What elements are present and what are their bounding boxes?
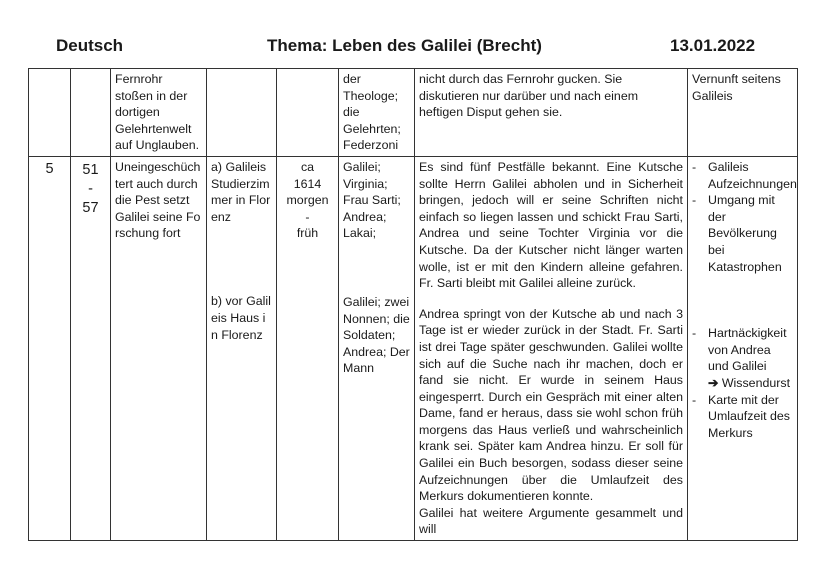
content-c: Galilei hat weitere Argumente gesammelt und will (419, 505, 683, 537)
pages-end: 57 (82, 199, 99, 216)
scene-number-cell (29, 69, 71, 157)
scene-title: Uneingeschüchtert auch durch die Pest setzt Galilei seine Forschung fort (115, 159, 201, 241)
time-year: 1614 (293, 176, 322, 191)
scene-table (28, 68, 798, 541)
time-dash: - (305, 209, 310, 224)
time-cell (277, 69, 339, 157)
time-cell (277, 156, 339, 540)
theme-title: Thema: Leben des Galilei (Brecht) (267, 36, 542, 55)
table-row (29, 69, 798, 157)
content-b: Andrea springt von der Kutsche ab und nach 3 Tage ist er wieder zurück in der Stadt. Fr. Sarti ist drei Tage später geschwunden. Galilei wollte sich auf die Suche nach ihr machen, doch er fand sie nicht. Er wurde in seinem Haus eingesperrt. Durch ein Gespräch mit einer alten Dame, fand er heraus, dass sie wohl schon früh morgens das Haus verließ und wahrscheinlich krank sei. Später kam Andrea hinzu. Er soll für Galilei ein Buch besorgen, sodass dieser seine Aufzeichnungen über die Umlaufzeit des Merkurs dokumentieren konnte. (419, 306, 683, 504)
place-a: a) Galileis Studierzimmer in Florenz (211, 159, 271, 224)
subject-title: Deutsch (56, 36, 124, 55)
content-cell (415, 69, 688, 157)
title-cell (111, 156, 207, 540)
result-cell (688, 156, 798, 540)
scene-number-cell (29, 156, 71, 540)
pages-start: 51 (82, 161, 99, 178)
persons-cell (339, 69, 415, 157)
result-cell (688, 69, 798, 157)
pages-cell (71, 156, 111, 540)
persons-a: Galilei; Virginia; Frau Sarti; Andrea; Lakai; (343, 159, 401, 241)
scene-title: Fernrohr stoßen in der dortigen Gelehrtenwelt auf Unglauben. (115, 72, 200, 153)
content-a: Es sind fünf Pestfälle bekannt. Eine Kutsche sollte Herrn Galilei abholen und in Sicherheit bringen, jedoch will er seine Schriften nicht einfach so liegen lassen und schickt Frau Sarti, Andrea und seine Tochter Virginia vor die Kutsche. Da der Kutscher nicht länger warten wolle, ist er mit den Kindern alleine gefahren. Fr. Sarti bleibt mit Galilei alleine zurück. (419, 159, 683, 291)
pages-cell (71, 69, 111, 157)
persons-b: Galilei; zwei Nonnen; die Soldaten; Andrea; Der Mann (343, 294, 410, 376)
time-morning: morgen (286, 193, 329, 208)
result-item: - Umgang mit der Bevölkerung bei Katastrophen (692, 193, 782, 274)
persons-text: der Theologe; die Gelehrten; Federzoni (343, 72, 401, 153)
place-b: b) vor Galileis Haus in Florenz (211, 294, 271, 342)
persons-cell (339, 156, 415, 540)
result-item: - Karte mit der Umlaufzeit des Merkurs (692, 392, 790, 440)
result-item: - Galileis Aufzeichnungen (692, 159, 797, 191)
table-row (29, 156, 798, 540)
arrow-right-icon: ➔ (708, 375, 719, 390)
title-cell (111, 69, 207, 157)
time-ca: ca (300, 159, 315, 174)
scene-number: 5 (45, 160, 54, 177)
place-cell (207, 156, 277, 540)
date-label: 13.01.2022 (670, 36, 756, 55)
content-text: nicht durch das Fernrohr gucken. Sie diskutieren nur darüber und nach einem heftigen Disput gehen sie. (419, 72, 639, 120)
pages-dash: - (88, 180, 93, 197)
place-cell (207, 69, 277, 157)
content-cell (415, 156, 688, 540)
page-header (0, 36, 828, 58)
result-text: Vernunft seitens Galileis (692, 72, 781, 103)
time-early: früh (296, 226, 319, 241)
result-item: - Hartnäckigkeit von Andrea und Galilei ➔ Wissendurst (692, 326, 791, 390)
